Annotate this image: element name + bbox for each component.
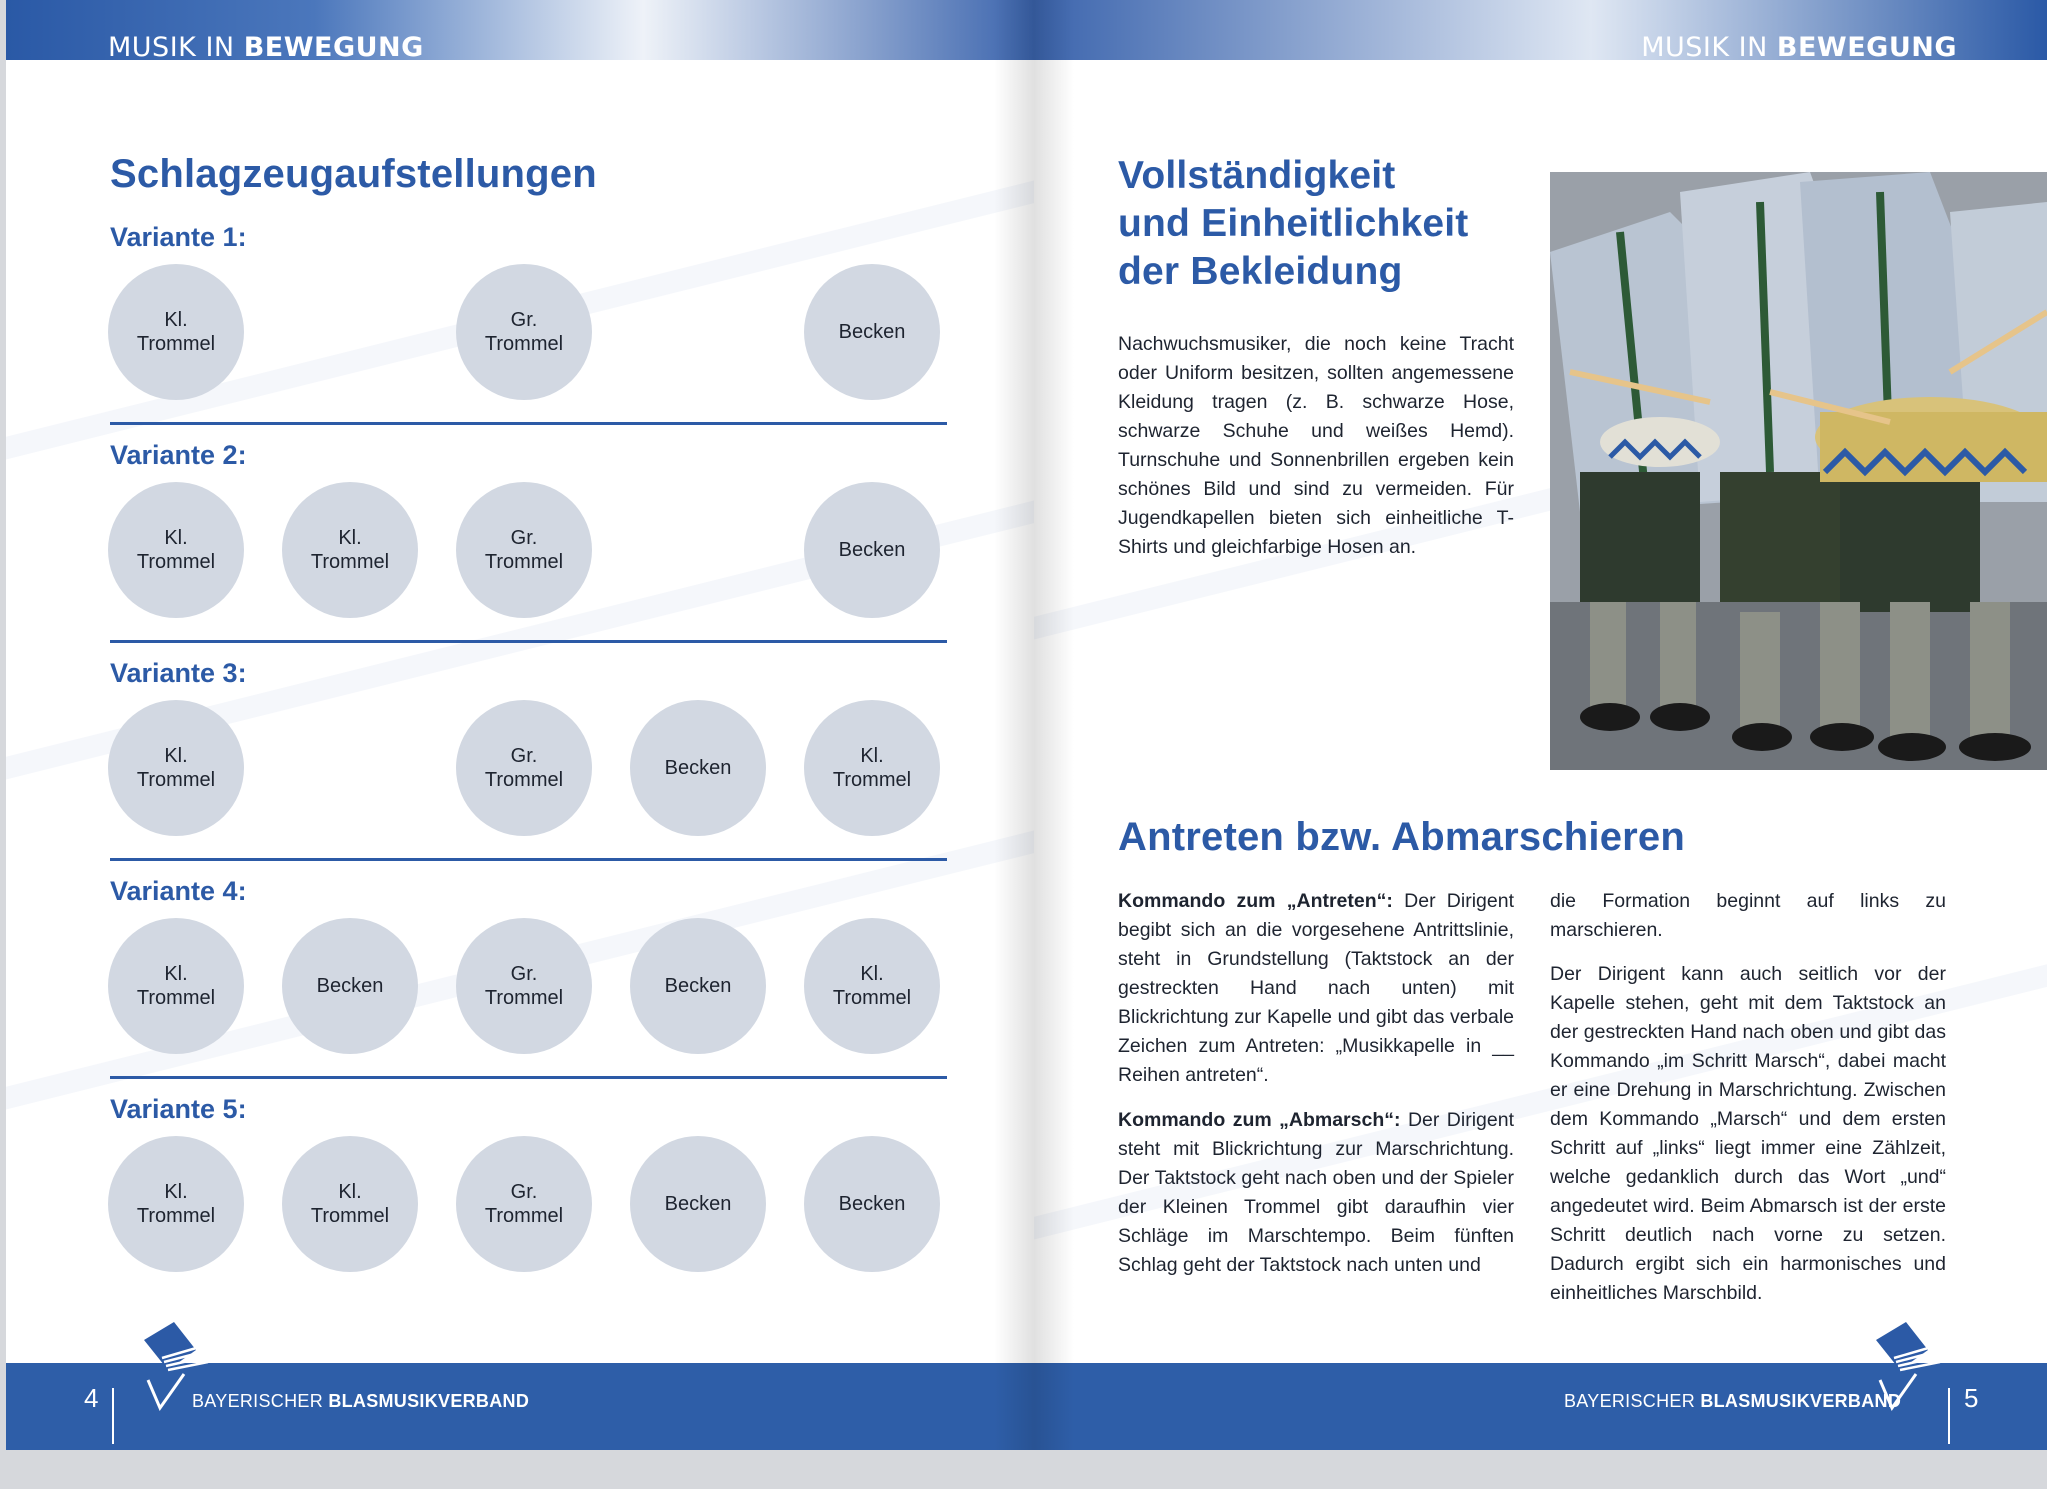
verband-logo-icon: [1866, 1322, 1946, 1414]
page-number: 5: [1964, 1383, 1979, 1413]
marching-col1-para1: Kommando zum „Antreten“: Der Dirigent begibt sich an die vorgesehene Antrittslinie, steht in Grundstellung (Taktstock an der gestreckten Hand nach unten) mit Blickrichtung zur Kapelle und gibt das verbale Zeichen zum Antreten: „Musikkapelle in __ Reihen antreten“.: [1118, 890, 1515, 1086]
instrument-position: Gr. Trommel: [456, 700, 592, 836]
clothing-paragraph: Nachwuchsmusiker, die noch keine Tracht oder Uniform besitzen, sollten angemessene Kleidung tragen (z. B. schwarze Hose, schwarze Schuhe und weißes Hemd). Turnschuhe und Sonnenbrillen ergeben kein schönes Bild und sind zu vermeiden. Für Jugendkapellen bieten sich einheitliche T-Shirts und gleichfarbige Hosen an.: [1118, 333, 1514, 558]
footer-rule: [1948, 1388, 1950, 1444]
marching-band-photo: [1550, 172, 2047, 770]
instrument-position: Kl. Trommel: [804, 918, 940, 1054]
variant-divider: [110, 640, 947, 643]
variant-label: Variante 1:: [110, 222, 247, 252]
footer-brand: BAYERISCHER BLASMUSIKVERBAND: [192, 1391, 530, 1411]
instrument-position: Kl. Trommel: [108, 482, 244, 618]
page-title: Schlagzeugaufstellungen: [110, 152, 597, 196]
variant-label: Variante 5:: [110, 1094, 247, 1124]
marching-col1-para2: Kommando zum „Abmarsch“: Der Dirigent steht mit Blickrichtung zur Marschrichtung. Der Taktstock geht nach oben und der Spieler der Kleinen Trommel gibt daraufhin vier Schläge im Marschtempo. Beim fünften Schlag geht der Taktstock nach unten und: [1118, 1109, 1514, 1276]
instrument-position: Gr. Trommel: [456, 264, 592, 400]
left-page: [6, 0, 1034, 1450]
variant-divider: [110, 1076, 947, 1079]
variant-label: Variante 2:: [110, 440, 247, 470]
footer-rule: [112, 1388, 114, 1444]
instrument-position: Kl. Trommel: [804, 700, 940, 836]
running-head: MUSIK IN BEWEGUNG: [108, 32, 424, 63]
variant-divider: [110, 422, 947, 425]
variant-label: Variante 3:: [110, 658, 247, 688]
instrument-position: Becken: [630, 1136, 766, 1272]
instrument-position: Kl. Trommel: [108, 1136, 244, 1272]
right-page: [1034, 0, 2047, 1450]
instrument-position: Kl. Trommel: [108, 264, 244, 400]
variant-label: Variante 4:: [110, 876, 247, 906]
footer-brand: BAYERISCHER BLASMUSIKVERBAND: [1564, 1391, 1902, 1411]
instrument-position: Becken: [804, 482, 940, 618]
instrument-position: Kl. Trommel: [108, 700, 244, 836]
variant-divider: [110, 858, 947, 861]
page-number: 4: [84, 1383, 99, 1413]
instrument-position: Kl. Trommel: [282, 1136, 418, 1272]
marching-col2-para2: Der Dirigent kann auch seitlich vor der Kapelle stehen, geht mit dem Taktstock an der gestreckten Hand nach oben und gibt das Kommando „im Schritt Marsch“, dabei macht er eine Drehung in Marschrichtung. Zwischen dem Kommando „Marsch“ und dem ersten Schritt auf „links“ liegt immer eine Zählzeit, welche gedanklich durch das Wort „und“ angedeutet wird. Beim Abmarsch ist der erste Schritt deutlich nach vorne zu setzen. Dadurch ergibt sich ein harmonisches und einheitliches Marschbild.: [1550, 963, 1946, 1304]
instrument-position: Becken: [804, 1136, 940, 1272]
marching-col2-para1: die Formation beginnt auf links zu marschieren.: [1550, 890, 1946, 941]
marching-drummers-illustration: [1550, 172, 2047, 770]
instrument-position: Gr. Trommel: [456, 918, 592, 1054]
running-head: MUSIK IN BEWEGUNG: [1641, 32, 1957, 63]
section-title-marching: Antreten bzw. Abmarschieren: [1118, 815, 1686, 859]
instrument-position: Becken: [804, 264, 940, 400]
section-title-clothing: Vollständigkeit und Einheitlichkeit der Bekleidung: [1118, 154, 1469, 293]
instrument-position: Becken: [630, 700, 766, 836]
instrument-position: Kl. Trommel: [282, 482, 418, 618]
instrument-position: Gr. Trommel: [456, 1136, 592, 1272]
instrument-position: Becken: [282, 918, 418, 1054]
instrument-position: Gr. Trommel: [456, 482, 592, 618]
instrument-position: Becken: [630, 918, 766, 1054]
gutter-shadow: [994, 0, 1034, 1450]
instrument-position: Kl. Trommel: [108, 918, 244, 1054]
